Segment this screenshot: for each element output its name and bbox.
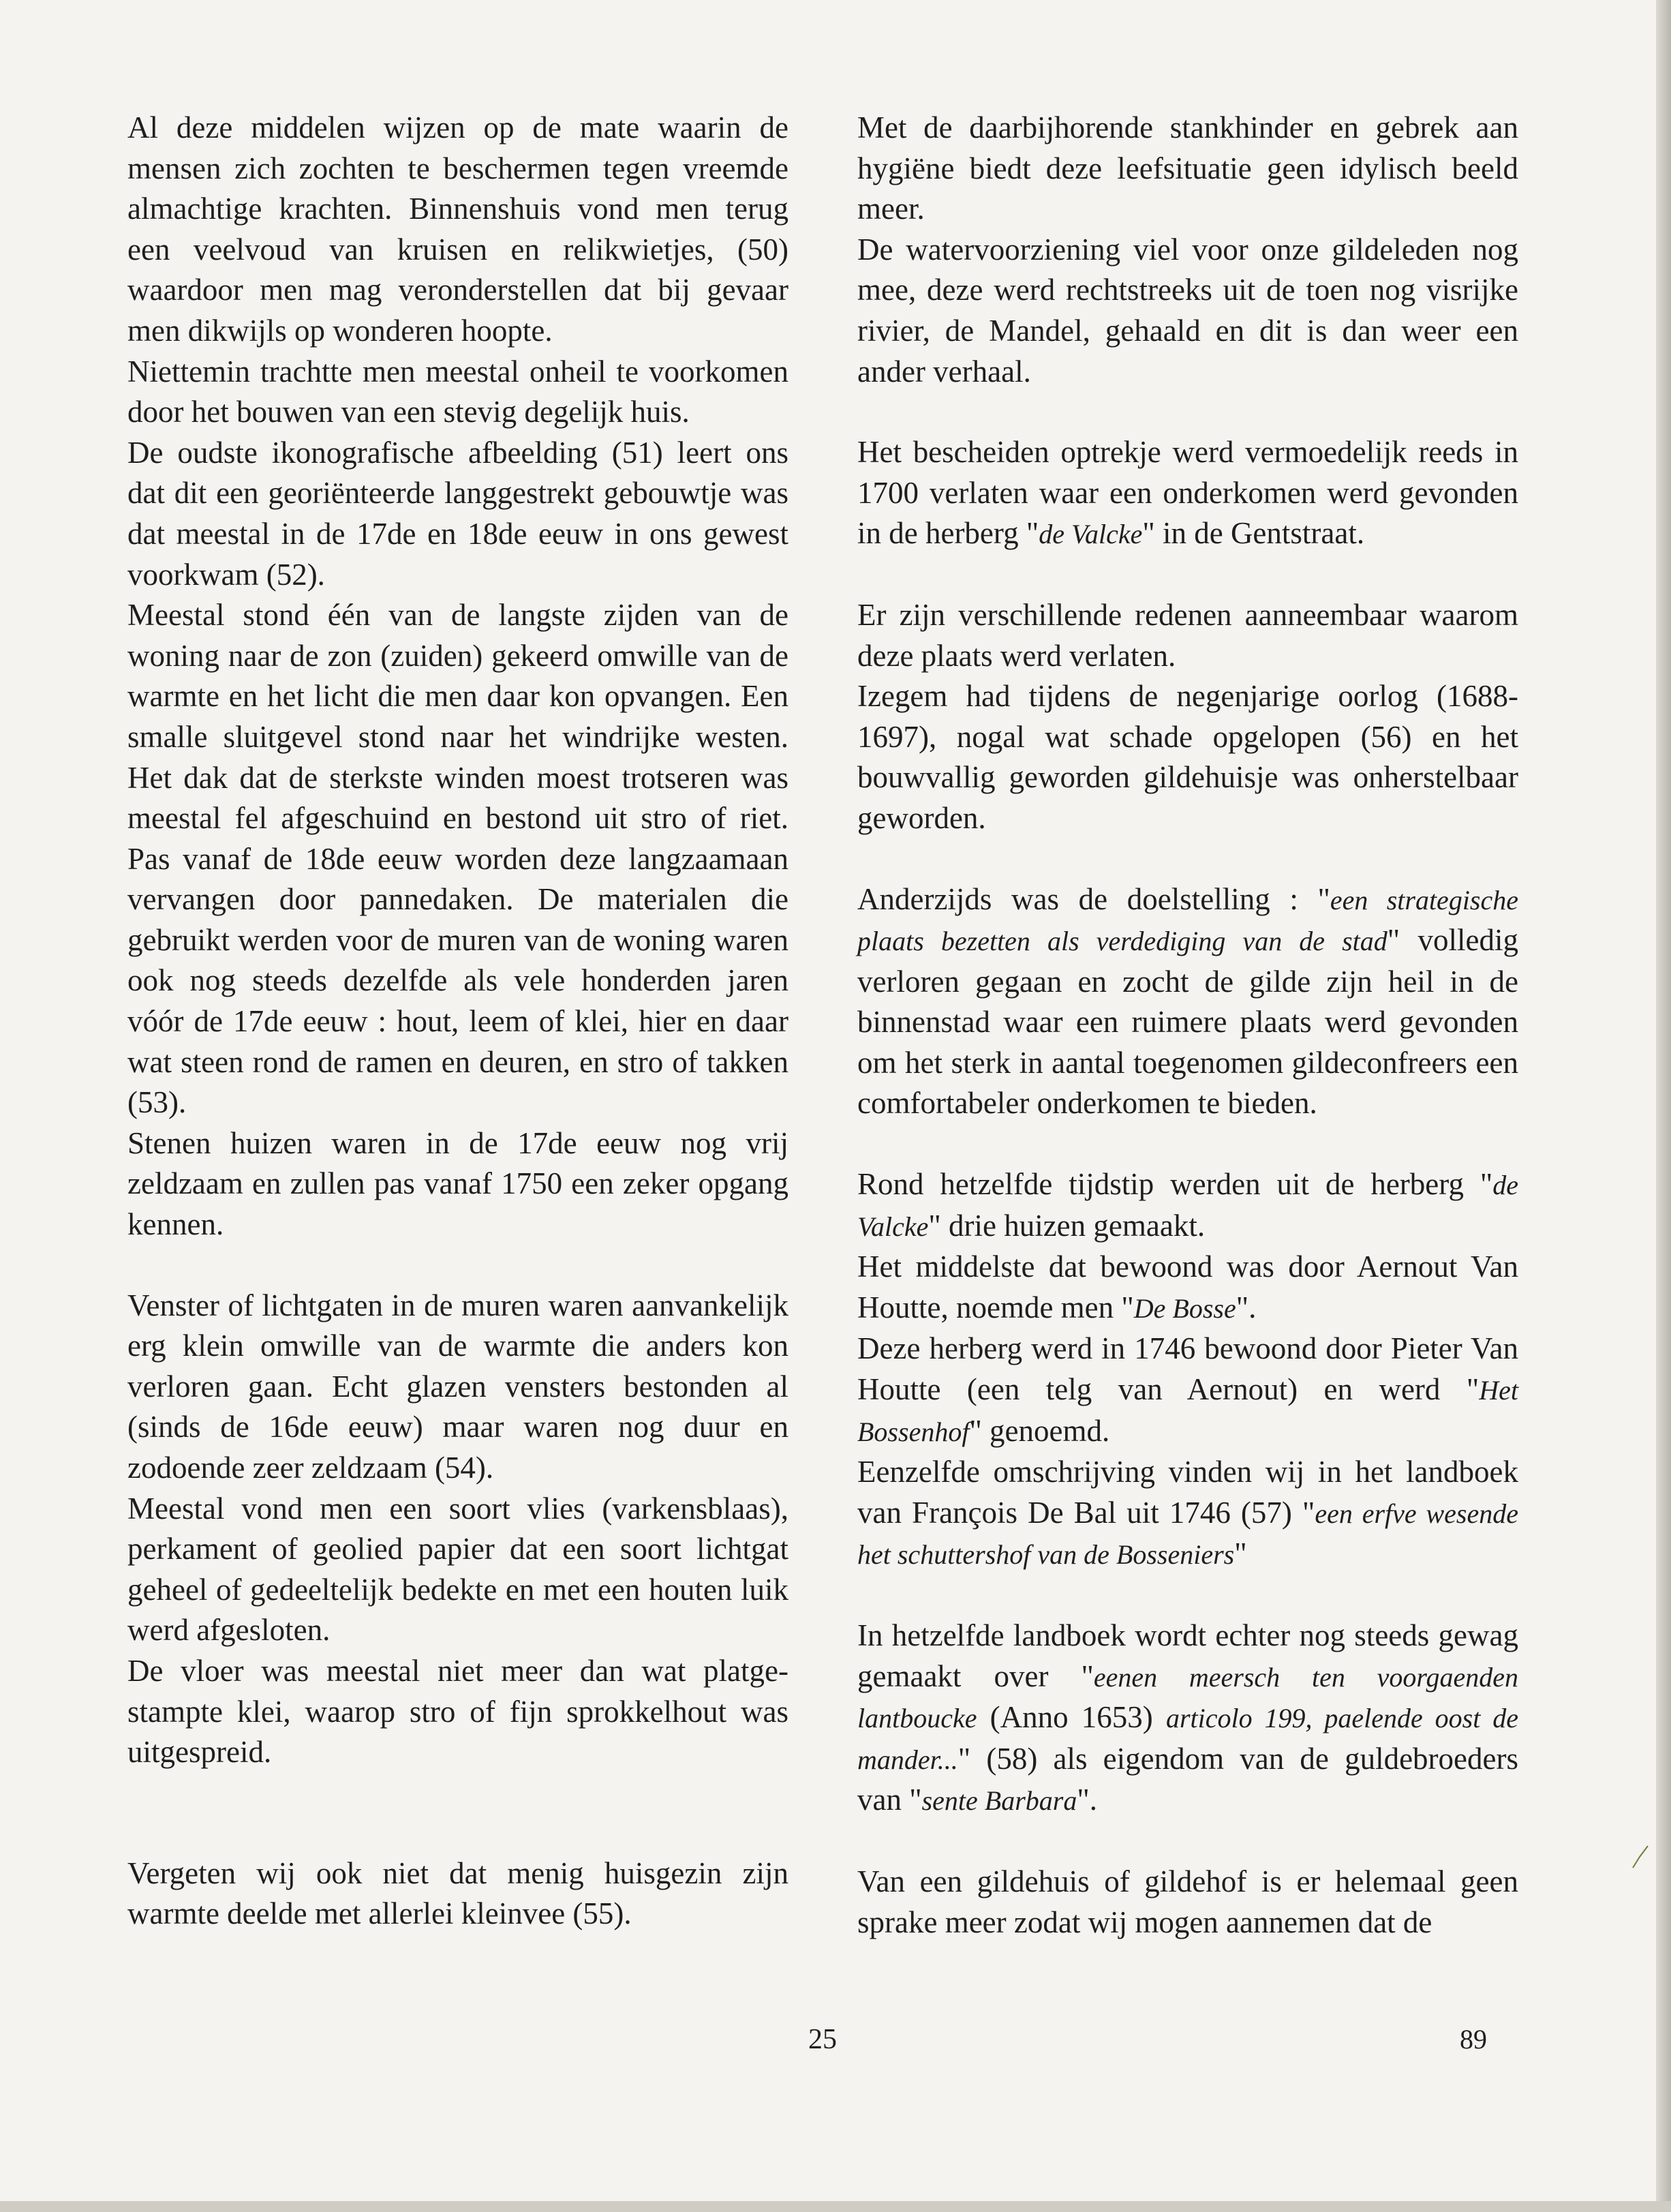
text-run: ". xyxy=(1077,1783,1097,1817)
text-run: Het bescheiden optrekje werd vermoedelijk reeds in 1700 verlaten waar een onderkomen werd gevonden in de herberg " xyxy=(857,435,1518,551)
left-text-column xyxy=(127,108,788,1935)
italic-quote: de Valcke xyxy=(857,1170,1518,1242)
paragraph: Van een gildehuis of gildehof is er helemaal geen sprake meer zodat wij mogen aannemen dat de xyxy=(857,1864,1518,1939)
right-text-column xyxy=(857,108,1518,1943)
text-run: Rond hetzelfde tijdstip werden uit de herberg " xyxy=(857,1167,1493,1202)
paragraph: Izegem had tijdens de negenjarige oorlog (1688-1697), nogal wat schade opgelopen (56) en het bouwvallig geworden gildehuisje was onherstelbaar geworden. xyxy=(857,679,1518,835)
paragraph: De oudste ikonografische afbeelding (51) leert ons dat dit een georiënteerde langgestrekt gebouwtje was dat meestal in de 17de en 18de eeuw in ons gewest voorkwam (52). xyxy=(127,435,788,592)
paragraph xyxy=(857,1247,1518,1329)
italic-quote: sente Barbara xyxy=(921,1785,1077,1817)
paragraph xyxy=(857,432,1518,555)
paragraph: Al deze middelen wijzen op de mate waarin de mensen zich zochten te beschermen tegen vreemde almachtige krachten. Binnenshuis vond men terug een veelvoud van kruisen en relikwietjes, (50) waardoor men mag veronderstellen dat bij gevaar men dikwijls op wonderen hoopte. xyxy=(127,110,788,348)
text-run: " volledig verloren gegaan en zocht de gilde zijn heil in de binnenstad waar een ruimere plaats werd gevonden om het sterk in aantal toegenomen gildeconfreers een comfortabeler onderkomen te bieden. xyxy=(857,923,1518,1121)
paragraph xyxy=(857,1164,1518,1247)
paragraph: Venster of lichtgaten in de muren waren aanvankelijk erg klein omwille van de warmte die anders kon verloren gaan. Echt glazen vensters bestonden al (sinds de 16de eeuw) maar waren nog duur en zodoende zeer zeldzaam (54). xyxy=(127,1288,788,1485)
text-run: ". xyxy=(1236,1290,1257,1324)
italic-quote: Het Bossenhof xyxy=(857,1375,1518,1447)
text-run: Deze herberg werd in 1746 bewoond door Pieter Van Houtte (een telg van Aernout) en werd " xyxy=(857,1331,1518,1407)
paragraph: De watervoorziening viel voor onze gildeleden nog mee, deze werd rechtstreeks uit de toen nog visrijke rivier, de Mandel, gehaald en dit is dan weer een ander verhaal. xyxy=(857,232,1518,389)
paragraph xyxy=(857,879,1518,1125)
paragraph xyxy=(857,1329,1518,1452)
paragraph: Niettemin trachtte men meestal onheil te voorkomen door het bouwen van een stevig degelijk huis. xyxy=(127,354,788,429)
italic-quote: articolo 199, paelende oost de mander... xyxy=(857,1703,1519,1775)
text-run: Anderzijds was de doelstelling : " xyxy=(857,881,1330,916)
scan-edge-bottom xyxy=(0,2201,1671,2212)
paragraph: Er zijn verschillende redenen aanneembaar waarom deze plaats werd verlaten. xyxy=(857,597,1518,673)
paragraph: Met de daarbijhorende stankhinder en gebrek aan hygiëne biedt deze leefsituatie geen idylisch beeld meer. xyxy=(857,110,1518,226)
text-run: (Anno 1653) xyxy=(977,1700,1166,1735)
paragraph: Vergeten wij ook niet dat menig huisgezin zijn warmte deelde met allerlei kleinvee (55). xyxy=(127,1855,788,1931)
text-run: " genoemd. xyxy=(969,1413,1110,1448)
italic-quote: de Valcke xyxy=(1039,519,1143,550)
text-run: In hetzelfde landboek wordt echter nog steeds gewag gemaakt over " xyxy=(857,1618,1518,1693)
text-run: " drie huizen gemaakt. xyxy=(928,1208,1206,1243)
pen-mark-icon xyxy=(1630,1843,1651,1870)
italic-quote: De Bosse xyxy=(1133,1292,1236,1324)
text-run: Het middelste dat bewoond was door Aernout Van Houtte, noemde men " xyxy=(857,1249,1518,1324)
italic-quote: een erfve wesende het schuttershof van de Bosseniers xyxy=(857,1498,1518,1571)
paragraph: De vloer was meestal niet meer dan wat platgestampte klei, waarop stro of fijn sprokkelhout was uitgespreid. xyxy=(127,1653,788,1770)
italic-quote: eenen meersch ten voorgaenden lantboucke xyxy=(857,1661,1518,1734)
paragraph: Meestal vond men een soort vlies (varkensblaas), perkament of geolied papier dat een soort lichtgat geheel of gedeeltelijk bedekte en met een houten luik werd afgesloten. xyxy=(127,1491,788,1648)
text-run: Eenzelfde omschrijving vinden wij in het landboek van François De Bal uit 1746 (57) " xyxy=(857,1455,1518,1530)
paragraph xyxy=(857,1452,1518,1575)
paragraph: Stenen huizen waren in de 17de eeuw nog vrij zeldzaam en zullen pas vanaf 1750 een zeker opgang kennen. xyxy=(127,1125,788,1242)
text-run: " in de Gentstraat. xyxy=(1142,516,1365,551)
italic-quote: een strategische plaats bezetten als verdediging van de stad xyxy=(857,884,1519,957)
text-run: " (58) als eigendom van de guldebroeders van " xyxy=(857,1741,1518,1817)
page-number-right: 89 xyxy=(1460,2024,1487,2055)
page-number-left: 25 xyxy=(808,2024,837,2055)
scan-edge-right xyxy=(1656,0,1671,2212)
paragraph: Meestal stond één van de langste zijden van de woning naar de zon (zuiden) gekeerd omwille van de warmte en het licht die men daar kon opvangen. Een smalle sluitgevel stond naar het windrijke westen. Het dak dat de sterkste winden moest trotseren was meestal fel afgeschuind en bestond uit stro of riet. Pas vanaf de 18de eeuw worden deze langzaamaan vervangen door pannedaken. De materialen die gebruikt werden voor de muren van de woning waren ook nog steeds dezelfde als vele honderden jaren vóór de 17de eeuw : hout, leem of klei, hier en daar wat steen rond de ramen en deuren, en stro of takken (53). xyxy=(127,598,788,1120)
text-run: " xyxy=(1234,1536,1247,1571)
paragraph xyxy=(857,1616,1518,1821)
